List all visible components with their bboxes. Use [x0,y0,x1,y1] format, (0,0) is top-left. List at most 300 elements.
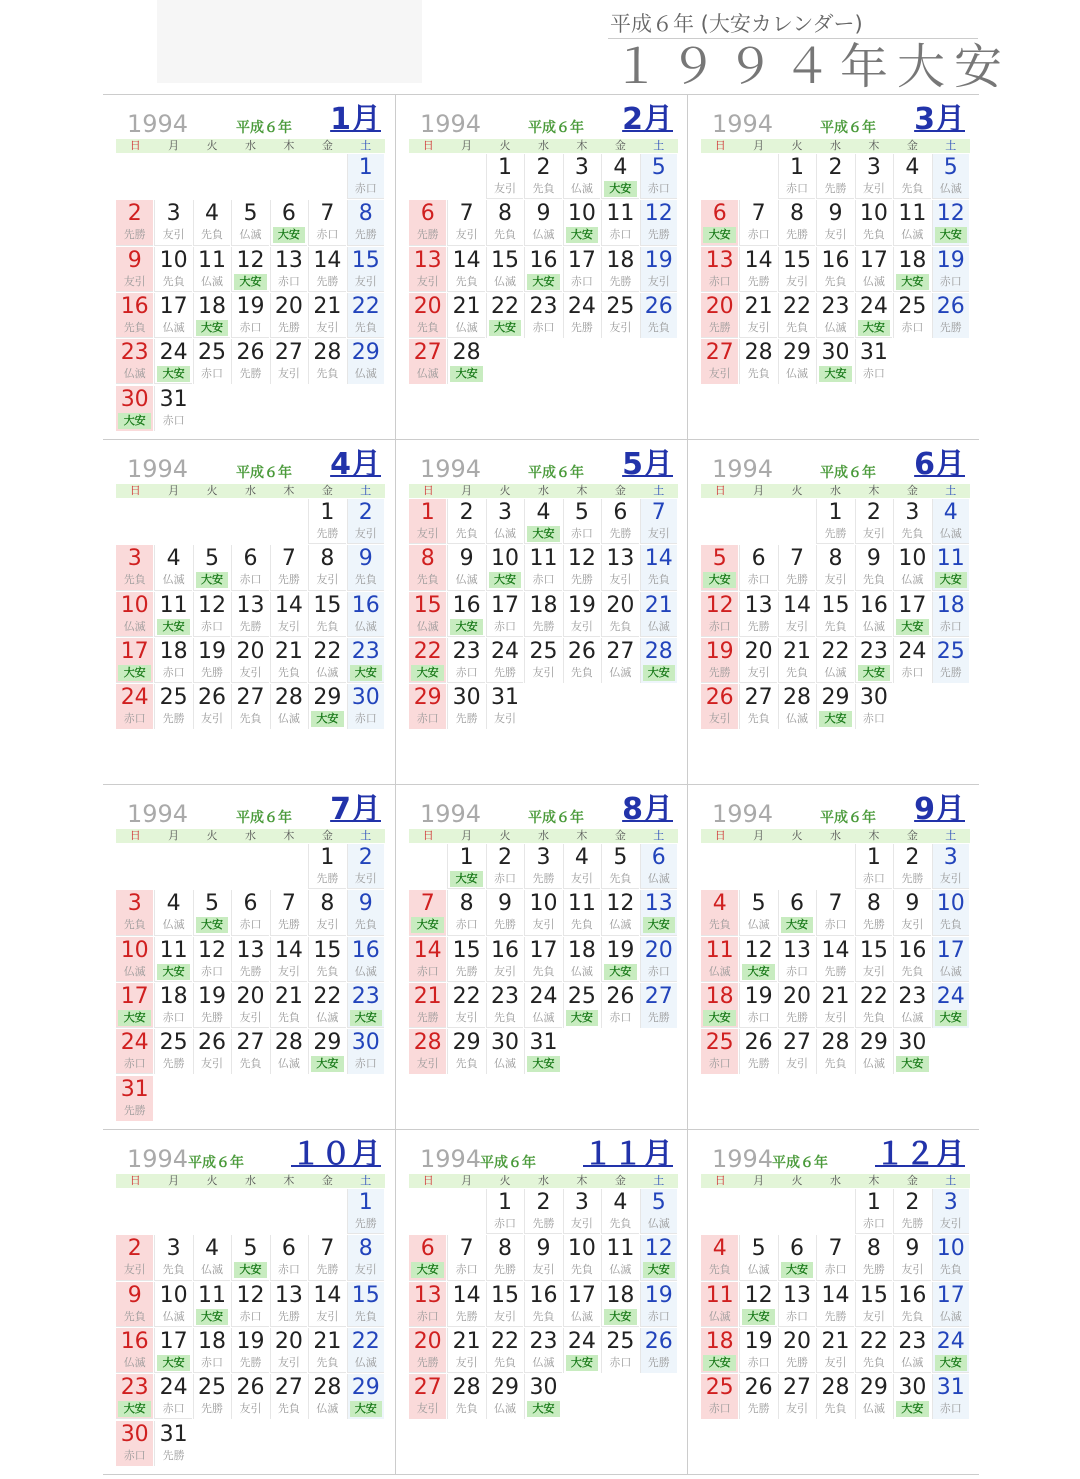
day-cell[interactable] [347,247,384,292]
day-cell[interactable] [193,1282,230,1327]
day-cell[interactable] [816,200,853,245]
day-cell[interactable] [816,638,853,683]
day-cell[interactable] [308,638,345,683]
day-cell[interactable] [701,1328,738,1373]
day-cell[interactable] [308,545,345,590]
day-cell[interactable] [893,1282,930,1327]
day-cell[interactable] [347,293,384,338]
day-cell[interactable] [739,339,776,384]
day-cell[interactable] [563,293,600,338]
day-cell[interactable] [563,200,600,245]
day-cell[interactable] [308,247,345,292]
day-cell[interactable] [447,937,484,982]
day-cell[interactable] [932,499,969,544]
day-cell[interactable] [855,339,892,384]
day-cell[interactable] [893,1029,930,1074]
day-cell[interactable] [486,890,523,935]
day-cell[interactable] [855,1029,892,1074]
day-cell[interactable] [855,592,892,637]
day-cell[interactable] [308,592,345,637]
day-cell[interactable] [231,1374,268,1419]
day-cell[interactable] [308,684,345,729]
day-cell[interactable] [640,1282,677,1327]
day-cell[interactable] [409,200,446,245]
day-cell[interactable] [409,684,446,729]
day-cell[interactable] [409,890,446,935]
day-cell[interactable] [855,247,892,292]
day-cell[interactable] [231,339,268,384]
day-cell[interactable] [154,1029,191,1074]
day-cell[interactable] [154,339,191,384]
day-cell[interactable] [193,545,230,590]
day-cell[interactable] [347,545,384,590]
day-cell[interactable] [563,1328,600,1373]
day-cell[interactable] [701,684,738,729]
day-cell[interactable] [893,200,930,245]
day-cell[interactable] [308,983,345,1028]
day-cell[interactable] [778,1029,815,1074]
day-cell[interactable] [308,1282,345,1327]
day-cell[interactable] [231,200,268,245]
day-cell[interactable] [701,247,738,292]
day-cell[interactable] [739,1282,776,1327]
day-cell[interactable] [347,200,384,245]
day-cell[interactable] [486,1328,523,1373]
day-cell[interactable] [932,1189,969,1234]
day-cell[interactable] [640,844,677,889]
day-cell[interactable] [409,1029,446,1074]
day-cell[interactable] [778,545,815,590]
day-cell[interactable] [816,339,853,384]
day-cell[interactable] [486,154,523,199]
day-cell[interactable] [524,1328,561,1373]
day-cell[interactable] [447,1328,484,1373]
day-cell[interactable] [347,638,384,683]
day-cell[interactable] [816,154,853,199]
day-cell[interactable] [739,545,776,590]
day-cell[interactable] [816,937,853,982]
day-cell[interactable] [447,890,484,935]
day-cell[interactable] [116,1029,153,1074]
day-cell[interactable] [154,200,191,245]
day-cell[interactable] [563,1282,600,1327]
day-cell[interactable] [193,1235,230,1280]
day-cell[interactable] [524,844,561,889]
day-cell[interactable] [563,1189,600,1234]
day-cell[interactable] [601,200,638,245]
day-cell[interactable] [116,983,153,1028]
day-cell[interactable] [524,1374,561,1419]
day-cell[interactable] [524,1282,561,1327]
day-cell[interactable] [193,200,230,245]
day-cell[interactable] [893,638,930,683]
day-cell[interactable] [893,1235,930,1280]
day-cell[interactable] [486,545,523,590]
day-cell[interactable] [486,684,523,729]
day-cell[interactable] [447,339,484,384]
day-cell[interactable] [640,1328,677,1373]
day-cell[interactable] [855,1328,892,1373]
day-cell[interactable] [701,937,738,982]
day-cell[interactable] [409,499,446,544]
day-cell[interactable] [524,937,561,982]
day-cell[interactable] [739,937,776,982]
day-cell[interactable] [193,1374,230,1419]
day-cell[interactable] [739,1328,776,1373]
day-cell[interactable] [154,1374,191,1419]
day-cell[interactable] [409,937,446,982]
day-cell[interactable] [270,1029,307,1074]
day-cell[interactable] [601,983,638,1028]
day-cell[interactable] [893,890,930,935]
day-cell[interactable] [524,247,561,292]
day-cell[interactable] [524,1189,561,1234]
day-cell[interactable] [447,684,484,729]
day-cell[interactable] [855,154,892,199]
day-cell[interactable] [154,293,191,338]
day-cell[interactable] [855,200,892,245]
day-cell[interactable] [739,592,776,637]
day-cell[interactable] [893,499,930,544]
day-cell[interactable] [893,1328,930,1373]
day-cell[interactable] [154,638,191,683]
day-cell[interactable] [932,247,969,292]
day-cell[interactable] [347,1029,384,1074]
day-cell[interactable] [701,638,738,683]
day-cell[interactable] [193,1029,230,1074]
day-cell[interactable] [601,154,638,199]
day-cell[interactable] [231,1235,268,1280]
day-cell[interactable] [701,339,738,384]
day-cell[interactable] [154,1421,191,1466]
day-cell[interactable] [116,1374,153,1419]
day-cell[interactable] [816,1282,853,1327]
day-cell[interactable] [193,293,230,338]
day-cell[interactable] [816,247,853,292]
day-cell[interactable] [563,154,600,199]
day-cell[interactable] [893,983,930,1028]
day-cell[interactable] [347,844,384,889]
day-cell[interactable] [447,247,484,292]
day-cell[interactable] [932,1282,969,1327]
day-cell[interactable] [701,545,738,590]
day-cell[interactable] [563,638,600,683]
day-cell[interactable] [563,983,600,1028]
day-cell[interactable] [447,293,484,338]
day-cell[interactable] [409,1374,446,1419]
day-cell[interactable] [778,1235,815,1280]
day-cell[interactable] [932,1328,969,1373]
day-cell[interactable] [739,200,776,245]
day-cell[interactable] [778,937,815,982]
day-cell[interactable] [231,638,268,683]
day-cell[interactable] [486,200,523,245]
day-cell[interactable] [154,386,191,431]
day-cell[interactable] [739,1235,776,1280]
day-cell[interactable] [193,339,230,384]
day-cell[interactable] [193,247,230,292]
day-cell[interactable] [231,247,268,292]
day-cell[interactable] [486,1029,523,1074]
day-cell[interactable] [154,1235,191,1280]
day-cell[interactable] [347,339,384,384]
day-cell[interactable] [601,890,638,935]
day-cell[interactable] [601,293,638,338]
day-cell[interactable] [154,247,191,292]
day-cell[interactable] [486,293,523,338]
day-cell[interactable] [231,1029,268,1074]
day-cell[interactable] [932,890,969,935]
day-cell[interactable] [739,638,776,683]
day-cell[interactable] [270,339,307,384]
day-cell[interactable] [116,1076,153,1121]
day-cell[interactable] [640,545,677,590]
day-cell[interactable] [816,293,853,338]
day-cell[interactable] [270,1328,307,1373]
day-cell[interactable] [308,890,345,935]
day-cell[interactable] [347,1189,384,1234]
day-cell[interactable] [932,1235,969,1280]
day-cell[interactable] [308,1328,345,1373]
day-cell[interactable] [640,200,677,245]
day-cell[interactable] [739,1029,776,1074]
day-cell[interactable] [231,937,268,982]
day-cell[interactable] [193,1328,230,1373]
day-cell[interactable] [116,1328,153,1373]
day-cell[interactable] [701,200,738,245]
day-cell[interactable] [524,154,561,199]
day-cell[interactable] [347,890,384,935]
day-cell[interactable] [739,684,776,729]
day-cell[interactable] [193,890,230,935]
day-cell[interactable] [308,1235,345,1280]
day-cell[interactable] [601,1328,638,1373]
day-cell[interactable] [601,1189,638,1234]
day-cell[interactable] [855,1282,892,1327]
day-cell[interactable] [601,1235,638,1280]
day-cell[interactable] [816,499,853,544]
day-cell[interactable] [778,339,815,384]
day-cell[interactable] [816,1029,853,1074]
day-cell[interactable] [409,339,446,384]
day-cell[interactable] [116,592,153,637]
day-cell[interactable] [816,983,853,1028]
day-cell[interactable] [270,983,307,1028]
day-cell[interactable] [855,1235,892,1280]
day-cell[interactable] [855,1189,892,1234]
day-cell[interactable] [486,247,523,292]
day-cell[interactable] [524,890,561,935]
day-cell[interactable] [563,499,600,544]
day-cell[interactable] [154,890,191,935]
day-cell[interactable] [116,1235,153,1280]
day-cell[interactable] [116,937,153,982]
day-cell[interactable] [347,499,384,544]
day-cell[interactable] [563,592,600,637]
day-cell[interactable] [524,638,561,683]
day-cell[interactable] [816,684,853,729]
day-cell[interactable] [193,592,230,637]
day-cell[interactable] [640,247,677,292]
day-cell[interactable] [816,1235,853,1280]
day-cell[interactable] [347,1235,384,1280]
day-cell[interactable] [447,499,484,544]
day-cell[interactable] [816,1328,853,1373]
day-cell[interactable] [447,1282,484,1327]
day-cell[interactable] [932,200,969,245]
day-cell[interactable] [308,937,345,982]
day-cell[interactable] [701,293,738,338]
day-cell[interactable] [601,1282,638,1327]
day-cell[interactable] [601,499,638,544]
day-cell[interactable] [563,937,600,982]
day-cell[interactable] [701,890,738,935]
day-cell[interactable] [486,983,523,1028]
day-cell[interactable] [154,1328,191,1373]
day-cell[interactable] [116,1421,153,1466]
day-cell[interactable] [154,592,191,637]
day-cell[interactable] [601,638,638,683]
day-cell[interactable] [409,247,446,292]
day-cell[interactable] [308,200,345,245]
day-cell[interactable] [347,1374,384,1419]
day-cell[interactable] [893,1189,930,1234]
day-cell[interactable] [778,1328,815,1373]
day-cell[interactable] [231,293,268,338]
day-cell[interactable] [154,1282,191,1327]
day-cell[interactable] [932,844,969,889]
day-cell[interactable] [563,545,600,590]
day-cell[interactable] [409,638,446,683]
day-cell[interactable] [893,293,930,338]
day-cell[interactable] [932,592,969,637]
day-cell[interactable] [116,339,153,384]
day-cell[interactable] [154,684,191,729]
day-cell[interactable] [116,386,153,431]
day-cell[interactable] [778,684,815,729]
day-cell[interactable] [193,638,230,683]
day-cell[interactable] [524,592,561,637]
day-cell[interactable] [932,545,969,590]
day-cell[interactable] [816,1374,853,1419]
day-cell[interactable] [270,247,307,292]
day-cell[interactable] [816,545,853,590]
day-cell[interactable] [893,592,930,637]
day-cell[interactable] [347,592,384,637]
day-cell[interactable] [308,499,345,544]
day-cell[interactable] [231,545,268,590]
day-cell[interactable] [855,684,892,729]
day-cell[interactable] [932,154,969,199]
day-cell[interactable] [409,1235,446,1280]
day-cell[interactable] [486,1374,523,1419]
day-cell[interactable] [486,1235,523,1280]
day-cell[interactable] [486,499,523,544]
day-cell[interactable] [270,1235,307,1280]
day-cell[interactable] [563,247,600,292]
day-cell[interactable] [409,1282,446,1327]
day-cell[interactable] [640,983,677,1028]
day-cell[interactable] [447,1235,484,1280]
day-cell[interactable] [347,684,384,729]
day-cell[interactable] [855,890,892,935]
day-cell[interactable] [116,293,153,338]
day-cell[interactable] [701,1235,738,1280]
day-cell[interactable] [270,200,307,245]
day-cell[interactable] [778,1374,815,1419]
day-cell[interactable] [231,1328,268,1373]
day-cell[interactable] [447,1374,484,1419]
day-cell[interactable] [640,1235,677,1280]
day-cell[interactable] [855,499,892,544]
day-cell[interactable] [524,1235,561,1280]
day-cell[interactable] [347,1282,384,1327]
day-cell[interactable] [816,890,853,935]
day-cell[interactable] [778,592,815,637]
day-cell[interactable] [855,983,892,1028]
day-cell[interactable] [778,154,815,199]
day-cell[interactable] [270,1374,307,1419]
day-cell[interactable] [409,983,446,1028]
day-cell[interactable] [270,937,307,982]
day-cell[interactable] [524,293,561,338]
day-cell[interactable] [739,247,776,292]
day-cell[interactable] [270,638,307,683]
day-cell[interactable] [486,638,523,683]
day-cell[interactable] [270,545,307,590]
day-cell[interactable] [270,684,307,729]
day-cell[interactable] [308,1374,345,1419]
day-cell[interactable] [347,937,384,982]
day-cell[interactable] [116,890,153,935]
day-cell[interactable] [486,937,523,982]
day-cell[interactable] [893,247,930,292]
day-cell[interactable] [154,545,191,590]
day-cell[interactable] [270,890,307,935]
day-cell[interactable] [409,293,446,338]
day-cell[interactable] [116,638,153,683]
day-cell[interactable] [116,545,153,590]
day-cell[interactable] [701,1029,738,1074]
day-cell[interactable] [932,1374,969,1419]
day-cell[interactable] [855,638,892,683]
day-cell[interactable] [640,1189,677,1234]
day-cell[interactable] [447,844,484,889]
day-cell[interactable] [409,545,446,590]
day-cell[interactable] [778,983,815,1028]
day-cell[interactable] [893,154,930,199]
day-cell[interactable] [640,890,677,935]
day-cell[interactable] [486,592,523,637]
day-cell[interactable] [855,937,892,982]
day-cell[interactable] [524,983,561,1028]
day-cell[interactable] [524,545,561,590]
day-cell[interactable] [524,1029,561,1074]
day-cell[interactable] [270,592,307,637]
day-cell[interactable] [778,638,815,683]
day-cell[interactable] [739,293,776,338]
day-cell[interactable] [270,1282,307,1327]
day-cell[interactable] [855,293,892,338]
day-cell[interactable] [701,1374,738,1419]
day-cell[interactable] [447,983,484,1028]
day-cell[interactable] [154,983,191,1028]
day-cell[interactable] [486,1282,523,1327]
day-cell[interactable] [447,200,484,245]
day-cell[interactable] [932,937,969,982]
day-cell[interactable] [640,293,677,338]
day-cell[interactable] [778,200,815,245]
